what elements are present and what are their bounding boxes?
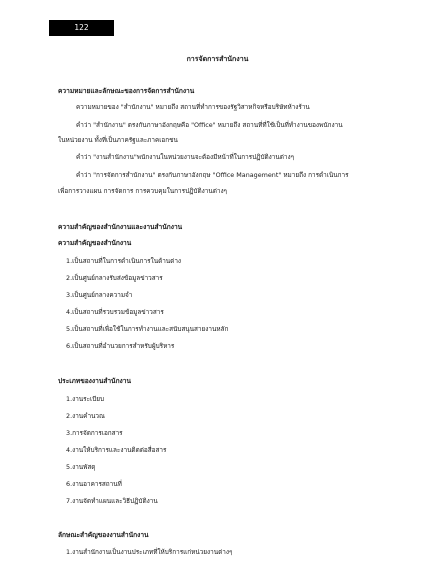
section-heading-meaning: ความหมายและลักษณะของการจัดการสำนักงาน: [58, 87, 195, 95]
list-item: 5.เป็นสถานที่เพื่อใช้ในการทำงานและสนับสนุนสายงานหลัก: [66, 325, 229, 333]
paragraph-line: คำว่า "งานสำนักงาน"พนักงานในหน่วยงานจะต้องมีหน้าที่ในการปฏิบัติงานต่างๆ: [76, 153, 295, 161]
list-item: 1.งานสำนักงานเป็นงานประเภทที่ให้บริการแก่หน่วยงานต่างๆ: [66, 548, 233, 556]
page-number: 122: [74, 23, 89, 32]
list-item: 2.เป็นศูนย์กลางรับส่งข้อมูลข่าวสาร: [66, 274, 163, 282]
list-item: 1.งานระเบียบ: [66, 395, 105, 403]
section-heading-types: ประเภทของงานสำนักงาน: [58, 377, 131, 385]
page-number-box: [49, 20, 114, 36]
section-heading-importance: ความสำคัญของสำนักงานและงานสำนักงาน: [58, 223, 183, 231]
paragraph-line: คำว่า "สำนักงาน" ตรงกับภาษาอังกฤษคือ "Office" หมายถึง สถานที่ที่ใช้เป็นที่ทำงานของพนักงาน: [76, 121, 343, 129]
list-item: 4.เป็นสถานที่รวบรวมข้อมูลข่าวสาร: [66, 308, 164, 316]
list-item: 5.งานพัสดุ: [66, 463, 96, 471]
list-item: 3.การจัดการเอกสาร: [66, 429, 123, 437]
section-heading-characteristics: ลักษณะสำคัญของงานสำนักงาน: [58, 531, 149, 539]
paragraph-line: ในหน่วยงาน ทั้งที่เป็นภาครัฐและภาคเอกชน: [58, 136, 178, 144]
list-item: 3.เป็นศูนย์กลางความจำ: [66, 291, 133, 299]
list-item: 6.งานอาคารสถานที่: [66, 480, 122, 488]
list-item: 4.งานให้บริการและงานติดต่อสื่อสาร: [66, 446, 167, 454]
paragraph-line: ความหมายของ "สำนักงาน" หมายถึง สถานที่ทำการของรัฐวิสาหกิจหรือบริษัทห้างร้าน: [76, 103, 310, 111]
subheading-office-importance: ความสำคัญของสำนักงาน: [58, 239, 132, 247]
paragraph-line: เพื่อการวางแผน การจัดการ การควบคุมในการปฏิบัติงานต่างๆ: [58, 187, 227, 195]
list-item: 6.เป็นสถานที่อำนวยการสำหรับผู้บริหาร: [66, 342, 175, 350]
list-item: 1.เป็นสถานที่ในการดำเนินการในด้านต่าง: [66, 257, 182, 265]
document-title: การจัดการสำนักงาน: [186, 55, 249, 63]
list-item: 7.งานจัดทำแผนและวิธีปฏิบัติงาน: [66, 497, 158, 505]
paragraph-line: คำว่า "การจัดการสำนักงาน" ตรงกับภาษาอังกฤษ "Office Management" หมายถึง การดำเนินการ: [76, 171, 349, 179]
list-item: 2.งานคำนวณ: [66, 412, 105, 420]
